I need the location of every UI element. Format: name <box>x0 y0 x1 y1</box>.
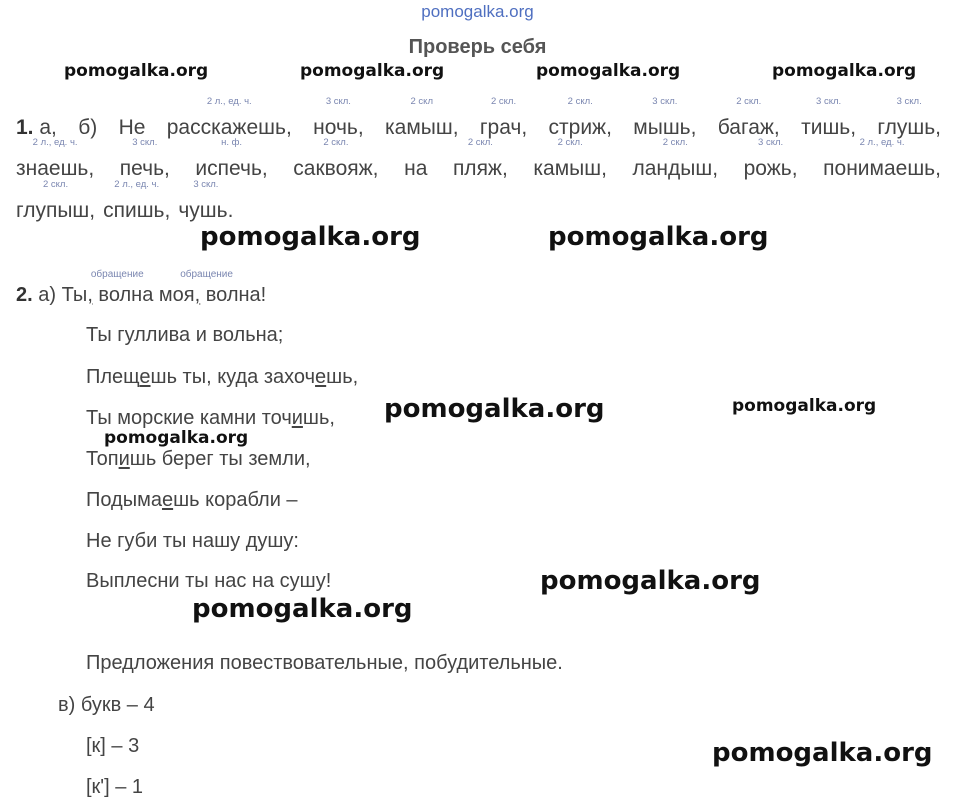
task-1-number: 1. <box>16 116 34 139</box>
task-2-number: 2. <box>16 284 33 306</box>
watermark: pomogalka.org <box>772 61 917 81</box>
poem-text: шь, <box>326 366 359 388</box>
word-note: 2 скл. <box>467 137 493 148</box>
poem-line <box>86 366 358 389</box>
word <box>16 179 96 223</box>
word <box>743 137 798 181</box>
word-note: 2 л., ед. ч. <box>32 137 78 148</box>
word-text: печь, <box>119 157 170 180</box>
word-note: 2 л., ед. ч. <box>206 96 252 107</box>
underlined-letter: е <box>161 489 174 511</box>
word-note: 3 скл. <box>896 96 922 107</box>
word-note: 2 скл. <box>567 96 593 107</box>
word <box>404 157 427 181</box>
poem-text: Подыма <box>86 489 162 511</box>
underlined-letter: и <box>291 407 303 429</box>
task-2-first-line <box>16 269 267 307</box>
word-text: знаешь, <box>16 157 95 180</box>
watermark: pomogalka.org <box>536 61 681 81</box>
watermark: pomogalka.org <box>192 594 413 624</box>
sound-k-soft: [к'] – 1 <box>86 776 144 798</box>
poem-text: Ты морские камни точ <box>86 407 292 429</box>
word <box>452 137 508 181</box>
underlined-letter: е <box>139 366 151 388</box>
underlined-letter: е <box>315 366 327 388</box>
watermark: pomogalka.org <box>732 396 877 416</box>
word-text: чушь. <box>178 199 234 222</box>
watermark: pomogalka.org <box>300 61 445 81</box>
page-title: Проверь себя <box>408 36 547 58</box>
poem-text: Ты гуллива и вольна; <box>86 324 284 346</box>
poem-text: Не губи ты нашу душу: <box>86 530 299 552</box>
word-note: 2 скл. <box>323 137 349 148</box>
poem-line <box>86 324 283 347</box>
word-text: понимаешь, <box>823 157 941 180</box>
word <box>78 116 97 140</box>
sentence-types: Предложения повествовательные, побудительные. <box>86 652 563 674</box>
site-watermark-top: pomogalka.org <box>421 2 534 21</box>
word <box>632 137 719 181</box>
watermark: pomogalka.org <box>384 394 605 424</box>
item-v: в) букв – 4 <box>58 694 155 716</box>
poem-line <box>86 407 335 430</box>
word-text: на <box>404 157 428 180</box>
poem-line <box>86 570 331 593</box>
watermark: pomogalka.org <box>548 222 769 252</box>
word-text: камыш, <box>533 157 607 180</box>
word-text: спишь, <box>103 199 171 222</box>
word-text: тишь, <box>801 116 857 139</box>
word-text: стриж, <box>548 116 612 139</box>
word <box>293 137 379 181</box>
underlined-letter: и <box>118 448 130 470</box>
word-text: глушь, <box>877 116 941 139</box>
watermark: pomogalka.org <box>712 738 933 768</box>
poem-text: волна! <box>200 284 267 306</box>
word-note: 3 скл. <box>325 96 351 107</box>
word-note: 2 скл. <box>736 96 762 107</box>
word <box>384 96 459 140</box>
note-address: обращение <box>90 269 144 280</box>
poem-text: а) Ты <box>38 284 88 306</box>
watermark: pomogalka.org <box>64 61 209 81</box>
word-note: н. ф. <box>221 137 243 148</box>
word-text: багаж, <box>717 116 780 139</box>
comma-mark: , <box>87 284 93 306</box>
word-note: 3 скл. <box>816 96 842 107</box>
word-text: ночь, <box>313 116 364 139</box>
word-note: 3 скл. <box>652 96 678 107</box>
word-note: 2 скл. <box>42 179 69 190</box>
word-note: 2 л., ед. ч. <box>859 137 905 148</box>
word <box>178 179 234 223</box>
word-note: 2 скл. <box>490 96 517 107</box>
word-text: испечь, <box>195 157 268 180</box>
word-text: а, <box>39 116 57 139</box>
word-note: 3 скл. <box>132 137 158 148</box>
word-note: 2 л., ед. ч. <box>114 179 160 190</box>
watermark: pomogalka.org <box>540 566 761 596</box>
watermark: pomogalka.org <box>104 428 249 448</box>
comma-mark: , <box>194 284 201 306</box>
word <box>801 96 857 140</box>
word-note: 3 скл. <box>193 179 219 190</box>
poem-text: Выплесни ты нас на сушу! <box>86 570 332 592</box>
word-note: 2 скл. <box>662 137 688 148</box>
word <box>103 179 171 223</box>
word-text: рожь, <box>743 157 798 180</box>
poem-line <box>86 530 299 553</box>
word-text: ландыш, <box>632 157 719 180</box>
watermark: pomogalka.org <box>200 222 421 252</box>
poem-text: Плещ <box>86 366 140 388</box>
sound-k: [к] – 3 <box>86 735 140 757</box>
word-note: 3 скл. <box>758 137 784 148</box>
poem-text: шь, <box>302 407 335 429</box>
word-text: камыш, <box>384 116 459 139</box>
poem-text: шь корабли – <box>173 489 298 511</box>
word-text: пляж, <box>452 157 508 180</box>
poem-text: Топ <box>86 448 119 470</box>
poem-text: волна моя <box>92 284 195 306</box>
word <box>823 137 941 181</box>
word-text: саквояж, <box>293 157 379 180</box>
word-note: 2 скл. <box>557 137 583 148</box>
note-address: обращение <box>180 269 233 280</box>
poem-text: шь берег ты земли, <box>129 448 311 470</box>
poem-line <box>86 489 298 512</box>
task-1-line <box>16 179 234 223</box>
word-text: мышь, <box>633 116 697 139</box>
word-text: Не <box>118 116 146 139</box>
word-text: б) <box>78 116 98 139</box>
word <box>533 137 607 181</box>
word-text: расскажешь, <box>166 116 292 139</box>
word-text: грач, <box>479 116 528 139</box>
poem-line <box>86 448 311 471</box>
word-text: глупыш, <box>16 199 96 222</box>
poem-text: шь ты, куда захоч <box>150 366 316 388</box>
word-note: 2 скл <box>410 96 433 107</box>
